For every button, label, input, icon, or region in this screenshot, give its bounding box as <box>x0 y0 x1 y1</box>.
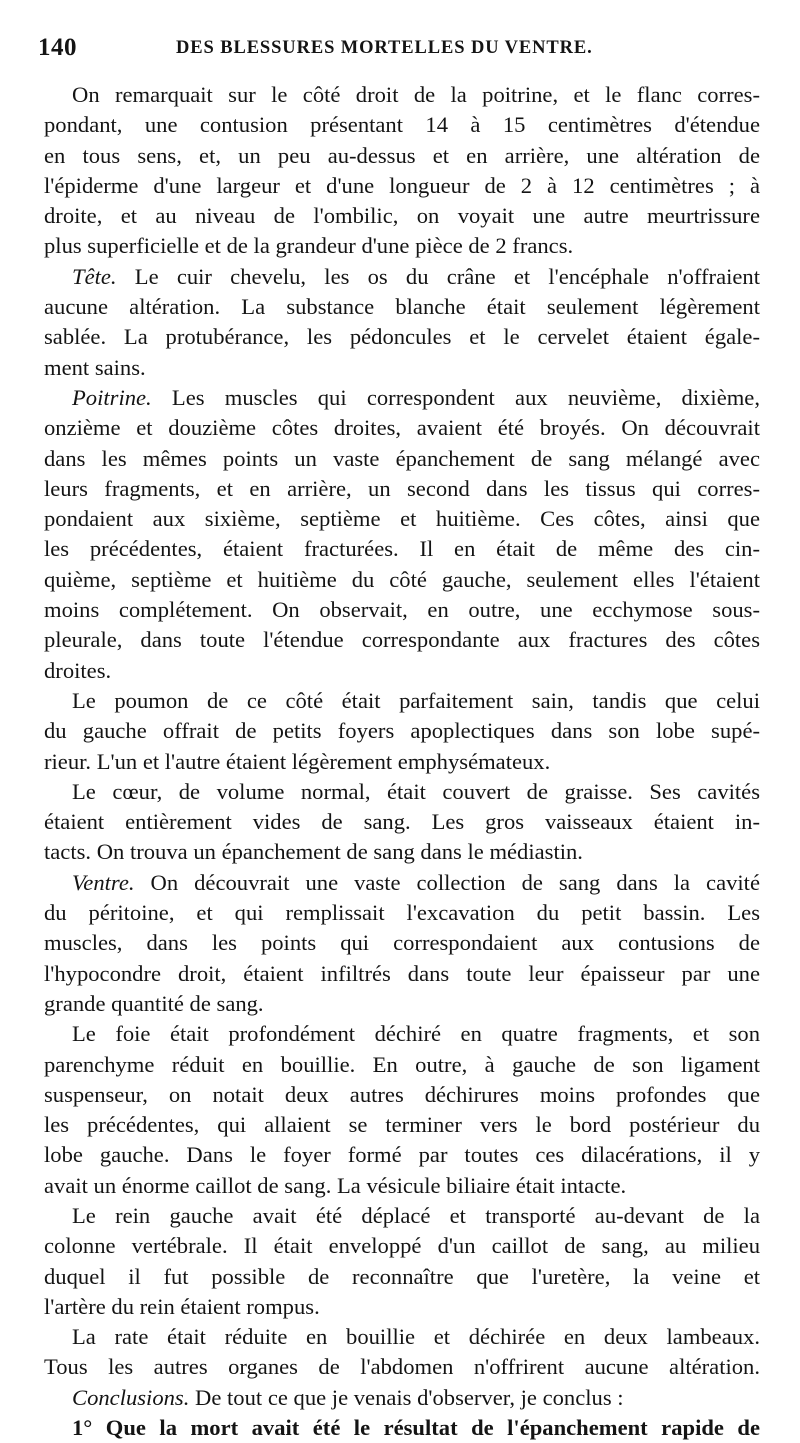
text-line <box>44 595 760 625</box>
text-line <box>44 959 760 989</box>
line-text: De tout ce que je venais d'observer, je conclus : <box>189 1384 624 1410</box>
line-text: les précédentes, étaient fracturées. Il en était de même des cin- <box>44 536 760 562</box>
line-text: On découvrait une vaste collection de sang dans la cavité <box>134 869 760 895</box>
text-line <box>44 868 760 898</box>
line-text: Les muscles qui correspondent aux neuvième, dixième, <box>151 384 760 410</box>
line-text: dans les mêmes points un vaste épanchement de sang mélangé avec <box>44 445 760 471</box>
line-text: ment sains. <box>44 354 146 380</box>
line-text: Le foie était profondément déchiré en quatre fragments, et son <box>72 1021 760 1047</box>
line-text: onzième et douzième côtes droites, avaient été broyés. On découvrait <box>44 415 760 441</box>
line-text: On remarquait sur le côté droit de la poitrine, et le flanc corres- <box>72 82 760 107</box>
text-line <box>44 1019 760 1049</box>
text-line <box>44 322 760 352</box>
text-line <box>44 171 760 201</box>
line-text: pleurale, dans toute l'étendue correspondante aux fractures des côtes <box>44 627 760 653</box>
line-text: moins complétement. On observait, en outre, une ecchymose sous- <box>44 597 760 623</box>
line-text: du gauche offrait de petits foyers apoplectiques dans son lobe supé- <box>44 718 760 744</box>
text-line <box>44 413 760 443</box>
line-text: colonne vertébrale. Il était enveloppé d'un caillot de sang, au milieu <box>44 1233 760 1259</box>
text-line <box>44 777 760 807</box>
text-line <box>44 1262 760 1292</box>
running-title: DES BLESSURES MORTELLES DU VENTRE. <box>176 38 593 58</box>
text-line <box>44 1352 760 1382</box>
text-line <box>44 353 760 383</box>
line-text: grande quantité de sang. <box>44 990 264 1016</box>
text-line <box>44 747 760 777</box>
text-line <box>44 1292 760 1322</box>
line-text: l'épiderme d'une largeur et d'une longueur de 2 à 12 centimètres ; à <box>44 172 760 198</box>
text-line <box>44 686 760 716</box>
page-header <box>38 34 758 64</box>
line-text: muscles, dans les points qui correspondaient aux contusions de <box>44 930 760 956</box>
line-text: leurs fragments, et en arrière, un second dans les tissus qui corres- <box>44 475 760 501</box>
line-text: suspenseur, on notait deux autres déchirures moins profondes que <box>44 1081 760 1107</box>
section-heading: Tête. <box>72 263 117 289</box>
text-line <box>44 656 760 686</box>
text-line <box>44 231 760 261</box>
text-line <box>44 837 760 867</box>
text-line <box>44 80 760 110</box>
text-line <box>44 1110 760 1140</box>
section-heading: Poitrine. <box>72 384 152 410</box>
text-line <box>44 292 760 322</box>
line-text: tacts. On trouva un épanchement de sang dans le médiastin. <box>44 839 583 865</box>
body-text <box>44 80 760 1443</box>
text-line <box>44 1322 760 1352</box>
text-line <box>44 141 760 171</box>
line-text: lobe gauche. Dans le foyer formé par toutes ces dilacérations, il y <box>44 1142 760 1168</box>
text-line <box>44 625 760 655</box>
text-line <box>44 474 760 504</box>
text-line <box>44 1050 760 1080</box>
line-text: pondaient aux sixième, septième et huitième. Ces côtes, ainsi que <box>44 506 760 532</box>
text-line <box>44 110 760 140</box>
text-line <box>44 262 760 292</box>
line-text: Le rein gauche avait été déplacé et transporté au-devant de la <box>72 1202 760 1228</box>
text-line <box>44 1171 760 1201</box>
text-line <box>44 444 760 474</box>
text-line <box>44 201 760 231</box>
line-text: droites. <box>44 657 112 683</box>
page-number: 140 <box>38 34 77 61</box>
text-line <box>44 1201 760 1231</box>
text-line <box>44 716 760 746</box>
line-text: les précédentes, qui allaient se terminer vers le bord postérieur du <box>44 1112 760 1138</box>
line-text: avait un énorme caillot de sang. La vésicule biliaire était intacte. <box>44 1172 627 1198</box>
line-text: Le cœur, de volume normal, était couvert de graisse. Ses cavités <box>72 778 760 804</box>
text-line <box>44 928 760 958</box>
line-text: aucune altération. La substance blanche était seulement légèrement <box>44 294 760 320</box>
line-text: pondant, une contusion présentant 14 à 15 centimètres d'étendue <box>44 112 760 138</box>
line-text: Tous les autres organes de l'abdomen n'offrirent aucune altération. <box>44 1354 760 1380</box>
line-text: en tous sens, et, un peu au-dessus et en arrière, une altération de <box>44 142 760 168</box>
line-text: plus superficielle et de la grandeur d'une pièce de 2 francs. <box>44 233 574 259</box>
text-line <box>44 1231 760 1261</box>
line-text: droite, et au niveau de l'ombilic, on voyait une autre meurtrissure <box>44 203 760 229</box>
text-line <box>44 989 760 1019</box>
text-line <box>44 1383 760 1413</box>
section-heading: Conclusions. <box>72 1384 190 1410</box>
line-text: parenchyme réduit en bouillie. En outre, à gauche de son ligament <box>44 1051 760 1077</box>
section-heading: Ventre. <box>72 869 135 895</box>
text-line <box>44 898 760 928</box>
text-line <box>44 1080 760 1110</box>
line-text: quième, septième et huitième du côté gauche, seulement elles l'étaient <box>44 566 760 592</box>
line-text: La rate était réduite en bouillie et déchirée en deux lambeaux. <box>72 1324 760 1350</box>
line-text: Le poumon de ce côté était parfaitement sain, tandis que celui <box>72 687 760 713</box>
line-text: l'hypocondre droit, étaient infiltrés dans toute leur épaisseur par une <box>44 960 760 986</box>
text-line <box>44 534 760 564</box>
line-text: duquel il fut possible de reconnaître que l'uretère, la veine et <box>44 1263 760 1289</box>
line-text: rieur. L'un et l'autre étaient légèrement emphysémateux. <box>44 748 551 774</box>
line-text: du péritoine, et qui remplissait l'excavation du petit bassin. Les <box>44 900 760 926</box>
line-text: 1° Que la mort avait été le résultat de l'épanchement rapide de <box>72 1415 760 1441</box>
line-text: étaient entièrement vides de sang. Les gros vaisseaux étaient in- <box>44 809 760 835</box>
text-line <box>44 1140 760 1170</box>
text-line <box>44 383 760 413</box>
text-line <box>44 565 760 595</box>
line-text: Le cuir chevelu, les os du crâne et l'encéphale n'offraient <box>116 263 760 289</box>
text-line <box>44 807 760 837</box>
line-text: sablée. La protubérance, les pédoncules et le cervelet étaient égale- <box>44 324 760 350</box>
text-line <box>44 504 760 534</box>
line-text: l'artère du rein étaient rompus. <box>44 1293 320 1319</box>
text-line <box>44 1413 760 1443</box>
